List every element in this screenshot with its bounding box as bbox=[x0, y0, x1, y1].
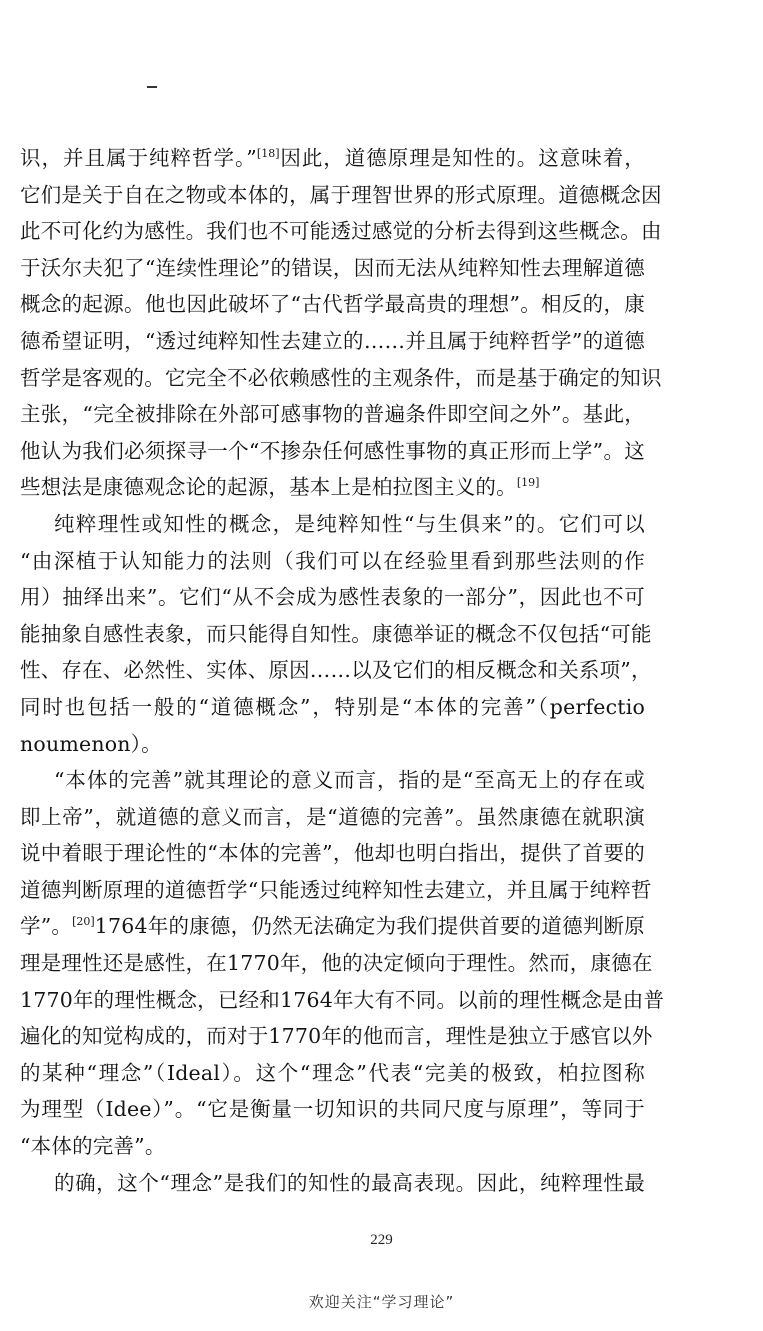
paragraph-start-line: 纯粹理性或知性的概念，是纯粹知性“与生俱来”的。它们可以 bbox=[54, 511, 645, 536]
text-line: 道德判断原理的道德哲学“只能透过纯粹知性去建立，并且属于纯粹哲 bbox=[20, 877, 652, 902]
text-line: 他认为我们必须探寻一个“不掺杂任何感性事物的真正形而上学”。这 bbox=[20, 438, 645, 463]
scan-mark bbox=[147, 86, 157, 88]
text-line: 用）抽绎出来”。它们“从不会成为感性表象的一部分”，因此也不可 bbox=[20, 585, 645, 610]
text-line: 的某种“理念”（Ideal）。这个“理念”代表“完美的极致，柏拉图称 bbox=[20, 1060, 645, 1085]
text-line: 能抽象自感性表象，而只能得自知性。康德举证的概念不仅包括“可能 bbox=[20, 621, 652, 646]
paragraph-start-line: 的确，这个“理念”是我们的知性的最高表现。因此，纯粹理性最 bbox=[54, 1170, 645, 1195]
text-line: 它们是关于自在之物或本体的，属于理智世界的形式原理。道德概念因 bbox=[20, 182, 662, 207]
text-line: 1770年的理性概念，已经和1764年大有不同。以前的理性概念是由普 bbox=[20, 987, 665, 1012]
text-line: 说中着眼于理论性的“本体的完善”，他却也明白指出，提供了首要的 bbox=[20, 841, 645, 866]
text-line: 主张，“完全被排除在外部可感事物的普遍条件即空间之外”。基此， bbox=[20, 402, 645, 427]
text-line: 哲学是客观的。它完全不必依赖感性的主观条件，而是基于确定的知识 bbox=[20, 365, 662, 390]
footnote-ref: [19] bbox=[516, 476, 540, 490]
text-line: 些想法是康德观念论的起源，基本上是柏拉图主义的。[19] bbox=[20, 475, 540, 500]
paragraph-start-line: “本体的完善”就其理论的意义而言，指的是“至高无上的存在或 bbox=[54, 768, 645, 793]
text-line: “本体的完善”。 bbox=[20, 1134, 166, 1159]
text-line: noumenon）。 bbox=[20, 731, 162, 756]
text-line: 理是理性还是感性，在1770年，他的决定倾向于理性。然而，康德在 bbox=[20, 951, 653, 976]
footnote-ref: [20] bbox=[72, 915, 95, 929]
text-line: 为理型（Idee）”。“它是衡量一切知识的共同尺度与原理”，等同于 bbox=[20, 1097, 645, 1122]
text-line: “由深植于认知能力的法则（我们可以在经验里看到那些法则的作 bbox=[20, 548, 645, 573]
text-line: 于沃尔夫犯了“连续性理论”的错误，因而无法从纯粹知性去理解道德 bbox=[20, 255, 645, 280]
page-number: 229 bbox=[370, 1232, 393, 1248]
text-line: 概念的起源。他也因此破坏了“古代哲学最高贵的理想”。相反的，康 bbox=[20, 292, 645, 317]
text-line: 学”。[20]1764年的康德，仍然无法确定为我们提供首要的道德判断原 bbox=[20, 914, 645, 939]
text-line: 遍化的知觉构成的，而对于1770年的他而言，理性是独立于感官以外 bbox=[20, 1024, 653, 1049]
text-line: 此不可化约为感性。我们也不可能透过感觉的分析去得到这些概念。由 bbox=[20, 219, 662, 244]
text-line: 同时也包括一般的“道德概念”，特别是“本体的完善”（perfectio bbox=[20, 694, 645, 719]
text-line: 即上帝”，就道德的意义而言，是“道德的完善”。虽然康德在就职演 bbox=[20, 804, 645, 829]
text-line: 性、存在、必然性、实体、原因……以及它们的相反概念和关系项”， bbox=[20, 658, 652, 683]
text-line: 德希望证明，“透过纯粹知性去建立的……并且属于纯粹哲学”的道德 bbox=[20, 328, 645, 353]
text-line: 识，并且属于纯粹哲学。”[18]因此，道德原理是知性的。这意味着， bbox=[20, 146, 645, 170]
footnote-ref: [18] bbox=[256, 147, 280, 160]
footer-note: 欢迎关注“学习理论” bbox=[308, 1293, 455, 1311]
body-text bbox=[20, 140, 665, 1201]
